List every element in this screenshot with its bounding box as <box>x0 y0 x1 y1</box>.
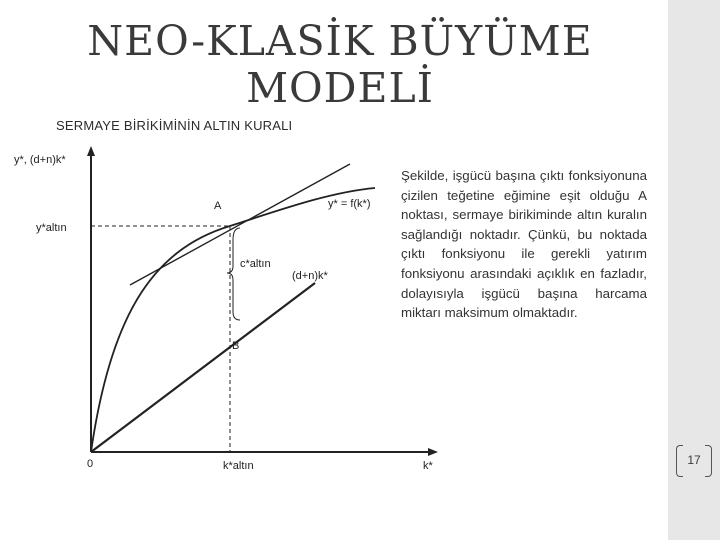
investment-line-label: (d+n)k* <box>292 270 328 282</box>
y-axis-arrow <box>87 146 95 156</box>
y-golden-label: y*altın <box>36 222 67 234</box>
origin-label: 0 <box>87 458 94 470</box>
c-golden-label: c*altın <box>240 258 271 270</box>
x-axis-label: k* <box>423 460 433 472</box>
point-b-label: B <box>232 340 240 352</box>
page-number: 17 <box>676 445 712 475</box>
consumption-brace <box>227 228 240 320</box>
slide-subtitle: SERMAYE BİRİKİMİNİN ALTIN KURALI <box>56 118 293 133</box>
production-function-label: y* = f(k*) <box>328 198 371 210</box>
investment-line <box>91 283 315 452</box>
y-axis-label: y*, (d+n)k* <box>14 154 66 166</box>
slide-title: NEO-KLASİK BÜYÜME MODELİ <box>87 17 593 112</box>
x-axis-arrow <box>428 448 438 456</box>
k-golden-label: k*altın <box>223 460 254 472</box>
explanation-text: Şekilde, işgücü başına çıktı fonksiyonuna çizilen teğetine eğimine eşit olduğu A noktası, sermaye birikiminde altın kuralın sağlandığı noktadır. Çünkü, bu noktada çıktı fonksiyonu ile gerekli yatırım fonksiyonu arasındaki açıklık en fazladır, dolayısıyla işgücü başına harcama miktarı maksimum olmaktadır. <box>401 168 647 321</box>
point-a-label: A <box>214 200 222 212</box>
